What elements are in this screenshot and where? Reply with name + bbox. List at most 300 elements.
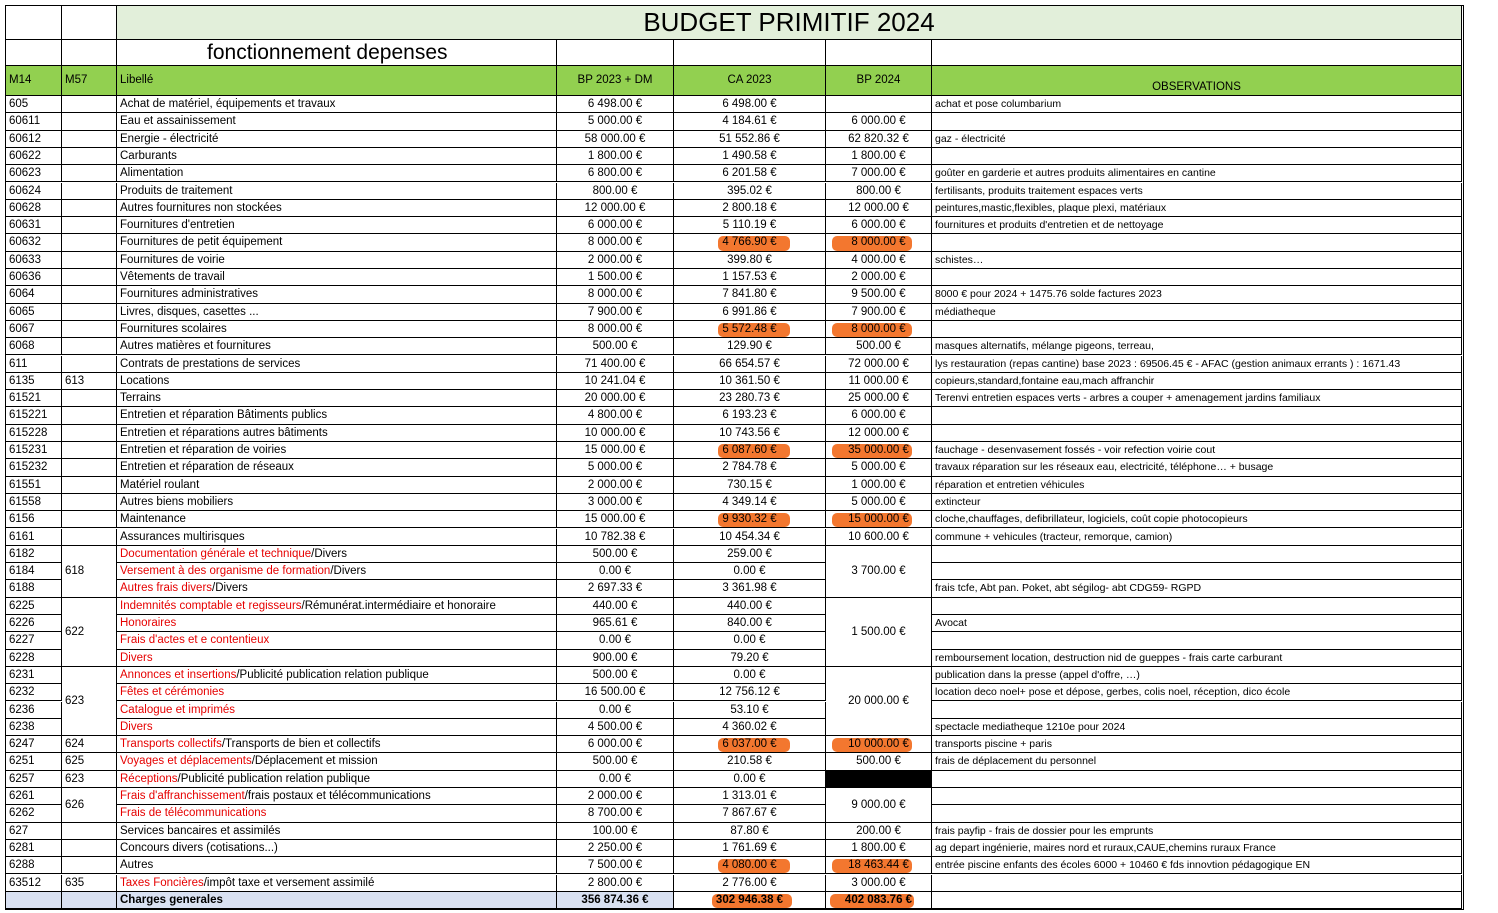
cell-ca2023: 4 766.90 € <box>674 234 826 251</box>
cell-observation: extincteur <box>932 494 1462 511</box>
cell-observation <box>932 632 1462 649</box>
libelle-red-part: Frais d'affranchissement <box>120 790 245 802</box>
libelle-text: Entretien et réparations autres bâtiments <box>120 426 328 439</box>
cell-libelle <box>117 373 557 390</box>
cell-libelle <box>117 148 557 165</box>
cell-m57 <box>62 442 117 459</box>
libelle-text: Maintenance <box>120 513 186 526</box>
cell-m14: 60632 <box>6 234 62 251</box>
total-m57 <box>62 892 117 909</box>
cell-observation: 8000 € pour 2024 + 1475.76 solde factures 2023 <box>932 286 1462 303</box>
blank-title-cell <box>674 40 826 66</box>
cell-bp2024: 35 000.00 € <box>826 442 932 459</box>
cell-bp2023: 500.00 € <box>557 546 674 563</box>
cell-bp2024: 11 000.00 € <box>826 373 932 390</box>
libelle-red-part: Autres frais divers <box>120 582 213 595</box>
libelle-red-part: Taxes Foncières <box>120 876 204 889</box>
cell-m14: 6232 <box>6 684 62 701</box>
cell-bp2024-merged: 1 500.00 € <box>826 598 932 667</box>
cell-libelle <box>117 546 557 563</box>
cell-ca2023: 2 800.18 € <box>674 200 826 217</box>
cell-observation: médiatheque <box>932 304 1462 321</box>
cell-m57 <box>62 407 117 424</box>
cell-libelle <box>117 407 557 424</box>
cell-libelle <box>117 875 557 892</box>
cell-m57 <box>62 217 117 234</box>
cell-ca2023: 6 037.00 € <box>674 736 826 753</box>
cell-observation <box>932 875 1462 892</box>
libelle-text: Autres biens mobiliers <box>120 495 234 508</box>
cell-bp2023: 15 000.00 € <box>557 511 674 528</box>
total-ca2023: 302 946.38 € <box>674 892 826 909</box>
cell-bp2023: 71 400.00 € <box>557 356 674 373</box>
cell-m57 <box>62 183 117 200</box>
cell-libelle <box>117 511 557 528</box>
libelle-text: Fournitures administratives <box>120 288 259 301</box>
cell-m14: 61558 <box>6 494 62 511</box>
cell-m14: 6262 <box>6 805 62 822</box>
cell-m14: 6238 <box>6 719 62 736</box>
libelle-text: Concours divers (cotisations...) <box>120 841 278 854</box>
cell-bp2023: 6 498.00 € <box>557 96 674 113</box>
cell-bp2024: 500.00 € <box>826 338 932 355</box>
cell-m57 <box>62 857 117 874</box>
cell-libelle <box>117 684 557 701</box>
cell-ca2023: 440.00 € <box>674 598 826 615</box>
cell-m57 <box>62 356 117 373</box>
total-observation <box>932 892 1462 909</box>
cell-m57 <box>62 165 117 182</box>
libelle-text: /Divers <box>212 582 248 595</box>
cell-bp2023: 2 697.33 € <box>557 580 674 597</box>
libelle-text: Alimentation <box>120 167 184 180</box>
cell-m14: 6257 <box>6 771 62 788</box>
cell-bp2024: 12 000.00 € <box>826 425 932 442</box>
cell-ca2023: 4 360.02 € <box>674 719 826 736</box>
cell-ca2023: 0.00 € <box>674 667 826 684</box>
cell-m57-merged: 618 <box>62 546 117 598</box>
cell-m57 <box>62 494 117 511</box>
cell-observation: copieurs,standard,fontaine eau,mach affranchir <box>932 373 1462 390</box>
cell-ca2023: 259.00 € <box>674 546 826 563</box>
cell-libelle <box>117 269 557 286</box>
cell-libelle <box>117 823 557 840</box>
cell-observation: frais tcfe, Abt pan. Poket, abt ségilog- abt CDG59- RGPD <box>932 580 1462 597</box>
cell-observation: frais payfip - frais de dossier pour les emprunts <box>932 823 1462 840</box>
cell-libelle <box>117 736 557 753</box>
cell-bp2024: 18 463.44 € <box>826 857 932 874</box>
cell-libelle <box>117 113 557 130</box>
cell-m57 <box>62 96 117 113</box>
blank-title-cell <box>557 40 674 66</box>
cell-libelle <box>117 580 557 597</box>
libelle-text: /frais postaux et télécommunications <box>244 790 431 802</box>
libelle-text: /impôt taxe et versement assimilé <box>203 876 375 889</box>
cell-m14: 60628 <box>6 200 62 217</box>
libelle-text: /Rémunérat.intermédiaire et honoraire <box>301 599 496 612</box>
cell-libelle <box>117 477 557 494</box>
cell-libelle <box>117 805 557 822</box>
cell-bp2023: 1 800.00 € <box>557 148 674 165</box>
cell-bp2024: 2 000.00 € <box>826 269 932 286</box>
libelle-text: Fournitures de petit équipement <box>120 236 283 249</box>
cell-observation <box>932 598 1462 615</box>
cell-observation: goûter en garderie et autres produits alimentaires en cantine <box>932 165 1462 182</box>
libelle-red-part: Transports collectifs <box>120 738 222 751</box>
libelle-text: Locations <box>120 374 170 387</box>
libelle-red-part: Réceptions <box>120 772 178 785</box>
cell-m57 <box>62 321 117 338</box>
cell-observation: cloche,chauffages, defibrillateur, logiciels, coût copie photocopieurs <box>932 511 1462 528</box>
cell-observation <box>932 425 1462 442</box>
libelle-text: /Divers <box>311 547 347 560</box>
cell-m57: 635 <box>62 875 117 892</box>
cell-bp2024: 8 000.00 € <box>826 321 932 338</box>
cell-bp2024-blacked <box>826 771 932 788</box>
cell-ca2023: 87.80 € <box>674 823 826 840</box>
cell-bp2024: 1 800.00 € <box>826 148 932 165</box>
cell-m57 <box>62 840 117 857</box>
cell-bp2024: 800.00 € <box>826 183 932 200</box>
cell-m57: 624 <box>62 736 117 753</box>
cell-observation: commune + vehicules (tracteur, remorque, camion) <box>932 529 1462 546</box>
cell-libelle <box>117 321 557 338</box>
cell-observation <box>932 788 1462 805</box>
cell-ca2023: 6 201.58 € <box>674 165 826 182</box>
cell-m57 <box>62 529 117 546</box>
cell-bp2023: 2 000.00 € <box>557 788 674 805</box>
cell-bp2024: 15 000.00 € <box>826 511 932 528</box>
cell-observation <box>932 771 1462 788</box>
cell-observation: frais de déplacement du personnel <box>932 753 1462 770</box>
cell-bp2023: 6 000.00 € <box>557 217 674 234</box>
libelle-red-part: Annonces et insertions <box>120 668 237 681</box>
libelle-text: /Publicité publication relation publique <box>236 668 429 681</box>
cell-m14: 615232 <box>6 459 62 476</box>
cell-m57 <box>62 234 117 251</box>
cell-m57: 625 <box>62 753 117 770</box>
libelle-text: Energie - électricité <box>120 132 219 145</box>
cell-ca2023: 7 841.80 € <box>674 286 826 303</box>
cell-m14: 60624 <box>6 183 62 200</box>
cell-libelle <box>117 771 557 788</box>
cell-m14: 6064 <box>6 286 62 303</box>
cell-ca2023: 6 991.86 € <box>674 304 826 321</box>
cell-libelle <box>117 165 557 182</box>
cell-m14: 6161 <box>6 529 62 546</box>
cell-bp2023: 5 000.00 € <box>557 113 674 130</box>
cell-ca2023: 399.80 € <box>674 252 826 269</box>
header-ca2023: CA 2023 <box>674 66 826 96</box>
libelle-text: Livres, disques, casettes ... <box>120 305 259 318</box>
cell-observation: fournitures et produits d'entretien et de nettoyage <box>932 217 1462 234</box>
libelle-text: /Déplacement et mission <box>251 755 378 768</box>
cell-ca2023: 9 930.32 € <box>674 511 826 528</box>
cell-ca2023: 2 784.78 € <box>674 459 826 476</box>
libelle-text: Matériel roulant <box>120 478 200 491</box>
cell-bp2023: 7 500.00 € <box>557 857 674 874</box>
cell-bp2023: 500.00 € <box>557 667 674 684</box>
cell-observation: publication dans la presse (appel d'offre, …) <box>932 667 1462 684</box>
cell-bp2024: 6 000.00 € <box>826 113 932 130</box>
libelle-text: Entretien et réparation de voiries <box>120 444 287 456</box>
cell-libelle <box>117 338 557 355</box>
cell-libelle <box>117 598 557 615</box>
cell-m14: 6247 <box>6 736 62 753</box>
libelle-text: /Divers <box>330 565 367 578</box>
cell-m57 <box>62 304 117 321</box>
cell-bp2023: 6 800.00 € <box>557 165 674 182</box>
cell-bp2024: 10 000.00 € <box>826 736 932 753</box>
libelle-text: Autres fournitures non stockées <box>120 201 282 214</box>
libelle-text: Entretien et réparation de réseaux <box>120 461 294 474</box>
cell-bp2024: 9 500.00 € <box>826 286 932 303</box>
cell-libelle <box>117 304 557 321</box>
total-label: Charges generales <box>117 892 557 909</box>
cell-m14: 6067 <box>6 321 62 338</box>
total-bp2024: 402 083.76 € <box>826 892 932 909</box>
header-libelle: Libellé <box>117 66 557 96</box>
cell-observation <box>932 805 1462 822</box>
cell-bp2023: 12 000.00 € <box>557 200 674 217</box>
cell-ca2023: 5 110.19 € <box>674 217 826 234</box>
cell-m14: 6188 <box>6 580 62 597</box>
cell-m14: 6261 <box>6 788 62 805</box>
cell-observation: gaz - électricité <box>932 131 1462 148</box>
cell-observation: schistes… <box>932 252 1462 269</box>
header-m57: M57 <box>62 66 117 96</box>
cell-ca2023: 0.00 € <box>674 563 826 580</box>
cell-bp2024: 25 000.00 € <box>826 390 932 407</box>
libelle-text: Assurances multirisques <box>120 530 245 543</box>
cell-bp2024: 4 000.00 € <box>826 252 932 269</box>
cell-m14: 6228 <box>6 650 62 667</box>
cell-ca2023: 3 361.98 € <box>674 580 826 597</box>
cell-m14: 605 <box>6 96 62 113</box>
cell-bp2024 <box>826 96 932 113</box>
libelle-red-part: Catalogue et imprimés <box>120 703 236 716</box>
cell-libelle <box>117 702 557 719</box>
cell-ca2023: 7 867.67 € <box>674 805 826 822</box>
cell-ca2023: 4 184.61 € <box>674 113 826 130</box>
cell-m14: 60633 <box>6 252 62 269</box>
cell-m14: 6281 <box>6 840 62 857</box>
cell-ca2023: 840.00 € <box>674 615 826 632</box>
libelle-text: Fournitures d'entretien <box>120 219 235 232</box>
libelle-text: Produits de traitement <box>120 184 233 197</box>
cell-ca2023: 210.58 € <box>674 753 826 770</box>
blank-b1 <box>62 6 117 40</box>
cell-bp2024: 3 000.00 € <box>826 875 932 892</box>
cell-observation: travaux réparation sur les réseaux eau, electricité, téléphone… + busage <box>932 459 1462 476</box>
libelle-text: /Transports de bien et collectifs <box>221 738 381 751</box>
cell-m14: 615221 <box>6 407 62 424</box>
cell-bp2023: 0.00 € <box>557 771 674 788</box>
page-title: BUDGET PRIMITIF 2024 <box>117 6 1462 40</box>
cell-m57 <box>62 286 117 303</box>
cell-bp2023: 20 000.00 € <box>557 390 674 407</box>
cell-libelle <box>117 753 557 770</box>
cell-observation: fertilisants, produits traitement espaces verts <box>932 183 1462 200</box>
cell-bp2023: 58 000.00 € <box>557 131 674 148</box>
libelle-text: /Publicité publication relation publique <box>177 772 370 785</box>
cell-bp2023: 10 241.04 € <box>557 373 674 390</box>
cell-ca2023: 5 572.48 € <box>674 321 826 338</box>
cell-bp2024: 62 820.32 € <box>826 131 932 148</box>
cell-bp2023: 0.00 € <box>557 563 674 580</box>
cell-m14: 615228 <box>6 425 62 442</box>
cell-m14: 63512 <box>6 875 62 892</box>
total-m14 <box>6 892 62 909</box>
cell-bp2023: 800.00 € <box>557 183 674 200</box>
cell-bp2023: 2 800.00 € <box>557 875 674 892</box>
cell-bp2023: 7 900.00 € <box>557 304 674 321</box>
blank-title-cell <box>932 40 1462 66</box>
cell-m57 <box>62 338 117 355</box>
cell-m57 <box>62 823 117 840</box>
cell-libelle <box>117 615 557 632</box>
cell-m14: 60611 <box>6 113 62 130</box>
libelle-text: Vêtements de travail <box>120 271 225 283</box>
libelle-red-part: Indemnités comptable et regisseurs <box>120 599 302 612</box>
cell-bp2023: 440.00 € <box>557 598 674 615</box>
cell-bp2024-merged: 9 000.00 € <box>826 788 932 823</box>
libelle-text: Entretien et réparation Bâtiments publics <box>120 409 328 422</box>
cell-observation: peintures,mastic,flexibles, plaque plexi, matériaux <box>932 200 1462 217</box>
cell-observation: location deco noel+ pose et dépose, gerbes, colis noel, réception, dico école <box>932 684 1462 701</box>
libelle-text: Services bancaires et assimilés <box>120 824 281 837</box>
cell-m57 <box>62 390 117 407</box>
cell-m57 <box>62 148 117 165</box>
cell-bp2023: 4 800.00 € <box>557 407 674 424</box>
cell-bp2023: 10 782.38 € <box>557 529 674 546</box>
cell-bp2023: 8 700.00 € <box>557 805 674 822</box>
blank-b2 <box>62 40 117 66</box>
cell-libelle <box>117 390 557 407</box>
cell-ca2023: 0.00 € <box>674 771 826 788</box>
cell-ca2023: 1 490.58 € <box>674 148 826 165</box>
cell-bp2023: 900.00 € <box>557 650 674 667</box>
cell-ca2023: 730.15 € <box>674 477 826 494</box>
blank-a1 <box>6 6 62 40</box>
header-bp2023: BP 2023 + DM <box>557 66 674 96</box>
cell-m14: 6227 <box>6 632 62 649</box>
cell-m57 <box>62 511 117 528</box>
cell-m14: 6135 <box>6 373 62 390</box>
cell-observation <box>932 269 1462 286</box>
libelle-red-part: Versement à des organisme de formation <box>120 565 331 578</box>
cell-ca2023: 10 743.56 € <box>674 425 826 442</box>
cell-libelle <box>117 183 557 200</box>
cell-m14: 615231 <box>6 442 62 459</box>
cell-libelle <box>117 840 557 857</box>
cell-bp2023: 500.00 € <box>557 338 674 355</box>
cell-libelle <box>117 442 557 459</box>
cell-observation <box>932 563 1462 580</box>
cell-ca2023: 395.02 € <box>674 183 826 200</box>
libelle-text: Achat de matériel, équipements et travaux <box>120 98 336 110</box>
cell-bp2023: 3 000.00 € <box>557 494 674 511</box>
cell-bp2024: 5 000.00 € <box>826 459 932 476</box>
cell-libelle <box>117 788 557 805</box>
cell-m14: 6236 <box>6 702 62 719</box>
cell-libelle <box>117 667 557 684</box>
cell-m57 <box>62 425 117 442</box>
cell-m57 <box>62 113 117 130</box>
cell-observation <box>932 234 1462 251</box>
cell-ca2023: 79.20 € <box>674 650 826 667</box>
cell-observation: réparation et entretien véhicules <box>932 477 1462 494</box>
cell-observation: remboursement location, destruction nid de gueppes - frais carte carburant <box>932 650 1462 667</box>
cell-m14: 60623 <box>6 165 62 182</box>
cell-libelle <box>117 719 557 736</box>
cell-observation: entrée piscine enfants des écoles 6000 + 10460 € fds innovtion pédagogique EN <box>932 857 1462 874</box>
cell-ca2023: 10 454.34 € <box>674 529 826 546</box>
section-subtitle: fonctionnement depenses <box>117 40 557 66</box>
cell-observation: lys restauration (repas cantine) base 2023 : 69506.45 € - AFAC (gestion animaux errants ) : 1671.43 <box>932 356 1462 373</box>
cell-bp2024: 12 000.00 € <box>826 200 932 217</box>
cell-libelle <box>117 252 557 269</box>
cell-m57 <box>62 459 117 476</box>
total-bp2023: 356 874.36 € <box>557 892 674 909</box>
cell-m14: 6065 <box>6 304 62 321</box>
cell-m57-merged: 626 <box>62 788 117 823</box>
cell-libelle <box>117 529 557 546</box>
cell-bp2024: 1 800.00 € <box>826 840 932 857</box>
cell-ca2023: 6 087.60 € <box>674 442 826 459</box>
cell-bp2023: 8 000.00 € <box>557 234 674 251</box>
cell-bp2023: 2 000.00 € <box>557 477 674 494</box>
header-bp2024: BP 2024 <box>826 66 932 96</box>
cell-m57-merged: 622 <box>62 598 117 667</box>
cell-bp2023: 100.00 € <box>557 823 674 840</box>
cell-ca2023: 51 552.86 € <box>674 131 826 148</box>
header-m14: M14 <box>6 66 62 96</box>
libelle-red-part: Divers <box>120 720 153 733</box>
cell-ca2023: 23 280.73 € <box>674 390 826 407</box>
cell-m57-merged: 623 <box>62 667 117 736</box>
cell-ca2023: 1 313.01 € <box>674 788 826 805</box>
libelle-text: Terrains <box>120 392 161 405</box>
cell-libelle <box>117 425 557 442</box>
libelle-red-part: Honoraires <box>120 617 177 629</box>
cell-bp2024: 8 000.00 € <box>826 234 932 251</box>
cell-bp2023: 16 500.00 € <box>557 684 674 701</box>
cell-m14: 6156 <box>6 511 62 528</box>
cell-observation: masques alternatifs, mélange pigeons, terreau, <box>932 338 1462 355</box>
cell-ca2023: 1 761.69 € <box>674 840 826 857</box>
cell-libelle <box>117 96 557 113</box>
cell-bp2023: 2 250.00 € <box>557 840 674 857</box>
cell-bp2023: 15 000.00 € <box>557 442 674 459</box>
cell-observation: achat et pose columbarium <box>932 96 1462 113</box>
cell-bp2024: 7 900.00 € <box>826 304 932 321</box>
cell-bp2024: 6 000.00 € <box>826 407 932 424</box>
libelle-text: Fournitures de voirie <box>120 253 225 266</box>
cell-m14: 61551 <box>6 477 62 494</box>
cell-m14: 6231 <box>6 667 62 684</box>
cell-observation <box>932 148 1462 165</box>
cell-bp2023: 5 000.00 € <box>557 459 674 476</box>
cell-m14: 6068 <box>6 338 62 355</box>
cell-bp2023: 8 000.00 € <box>557 286 674 303</box>
cell-m14: 611 <box>6 356 62 373</box>
cell-bp2023: 4 500.00 € <box>557 719 674 736</box>
cell-ca2023: 6 498.00 € <box>674 96 826 113</box>
libelle-red-part: Frais de télécommunications <box>120 807 267 820</box>
cell-m57 <box>62 269 117 286</box>
blank-title-cell <box>826 40 932 66</box>
